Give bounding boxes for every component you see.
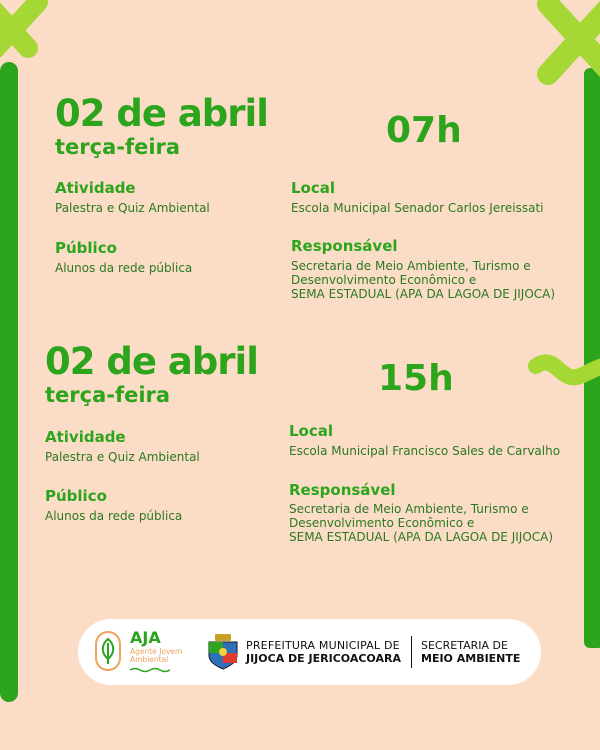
event1-atividade-value: Palestra e Quiz Ambiental bbox=[55, 201, 210, 215]
prefeitura-line-1: PREFEITURA MUNICIPAL DE bbox=[246, 639, 400, 652]
event1-responsavel-line-1: Secretaria de Meio Ambiente, Turismo e bbox=[291, 259, 531, 273]
event2-time: 15h bbox=[378, 358, 454, 399]
event1-responsavel-line-3: SEMA ESTADUAL (APA DA LAGOA DE JIJOCA) bbox=[291, 287, 556, 301]
event2-atividade-label: Atividade bbox=[45, 428, 126, 446]
top-right-x-shape bbox=[548, 4, 600, 74]
event2-responsavel-label: Responsável bbox=[289, 481, 396, 499]
event2-publico-label: Público bbox=[45, 487, 107, 505]
event1-local-label: Local bbox=[291, 179, 336, 197]
event2-atividade-value: Palestra e Quiz Ambiental bbox=[45, 450, 200, 464]
event1-publico-label: Público bbox=[55, 239, 117, 257]
right-wave-shape bbox=[536, 362, 600, 377]
footer-divider bbox=[411, 636, 412, 668]
secretaria-line-2: MEIO AMBIENTE bbox=[421, 652, 521, 665]
event2-local-label: Local bbox=[289, 422, 334, 440]
aja-logo-subtitle-1: Agente Jovem bbox=[130, 647, 183, 656]
prefeitura-line-2: JIJOCA DE JERICOACOARA bbox=[246, 652, 401, 665]
event2-weekday: terça-feira bbox=[45, 383, 171, 407]
event1-responsavel-label: Responsável bbox=[291, 237, 398, 255]
event1-weekday: terça-feira bbox=[55, 135, 181, 159]
event2-publico-value: Alunos da rede pública bbox=[45, 509, 183, 523]
event2-responsavel-line-3: SEMA ESTADUAL (APA DA LAGOA DE JIJOCA) bbox=[289, 530, 554, 544]
aja-leaf-icon bbox=[95, 631, 121, 671]
footer-logo-bar bbox=[78, 619, 541, 685]
event1-local-value: Escola Municipal Senador Carlos Jereissati bbox=[291, 201, 544, 215]
aja-wave-icon bbox=[130, 667, 170, 673]
municipal-crest-icon bbox=[206, 634, 240, 670]
event1-atividade-label: Atividade bbox=[55, 179, 136, 197]
secretaria-line-1: SECRETARIA DE bbox=[421, 639, 508, 652]
event1-publico-value: Alunos da rede pública bbox=[55, 261, 193, 275]
left-green-bar bbox=[0, 62, 18, 702]
event1-date: 02 de abril bbox=[55, 92, 268, 135]
event2-date: 02 de abril bbox=[45, 340, 258, 383]
event2-responsavel-line-2: Desenvolvimento Econômico e bbox=[289, 516, 475, 530]
right-green-bar bbox=[584, 68, 600, 648]
aja-logo-title: AJA bbox=[130, 628, 161, 647]
top-left-x-shape bbox=[0, 2, 38, 50]
event2-local-value: Escola Municipal Francisco Sales de Carvalho bbox=[289, 444, 561, 458]
aja-logo-subtitle-2: Ambiental bbox=[130, 655, 169, 664]
event2-responsavel-line-1: Secretaria de Meio Ambiente, Turismo e bbox=[289, 502, 529, 516]
event1-responsavel-line-2: Desenvolvimento Econômico e bbox=[291, 273, 477, 287]
event1-time: 07h bbox=[386, 110, 462, 151]
